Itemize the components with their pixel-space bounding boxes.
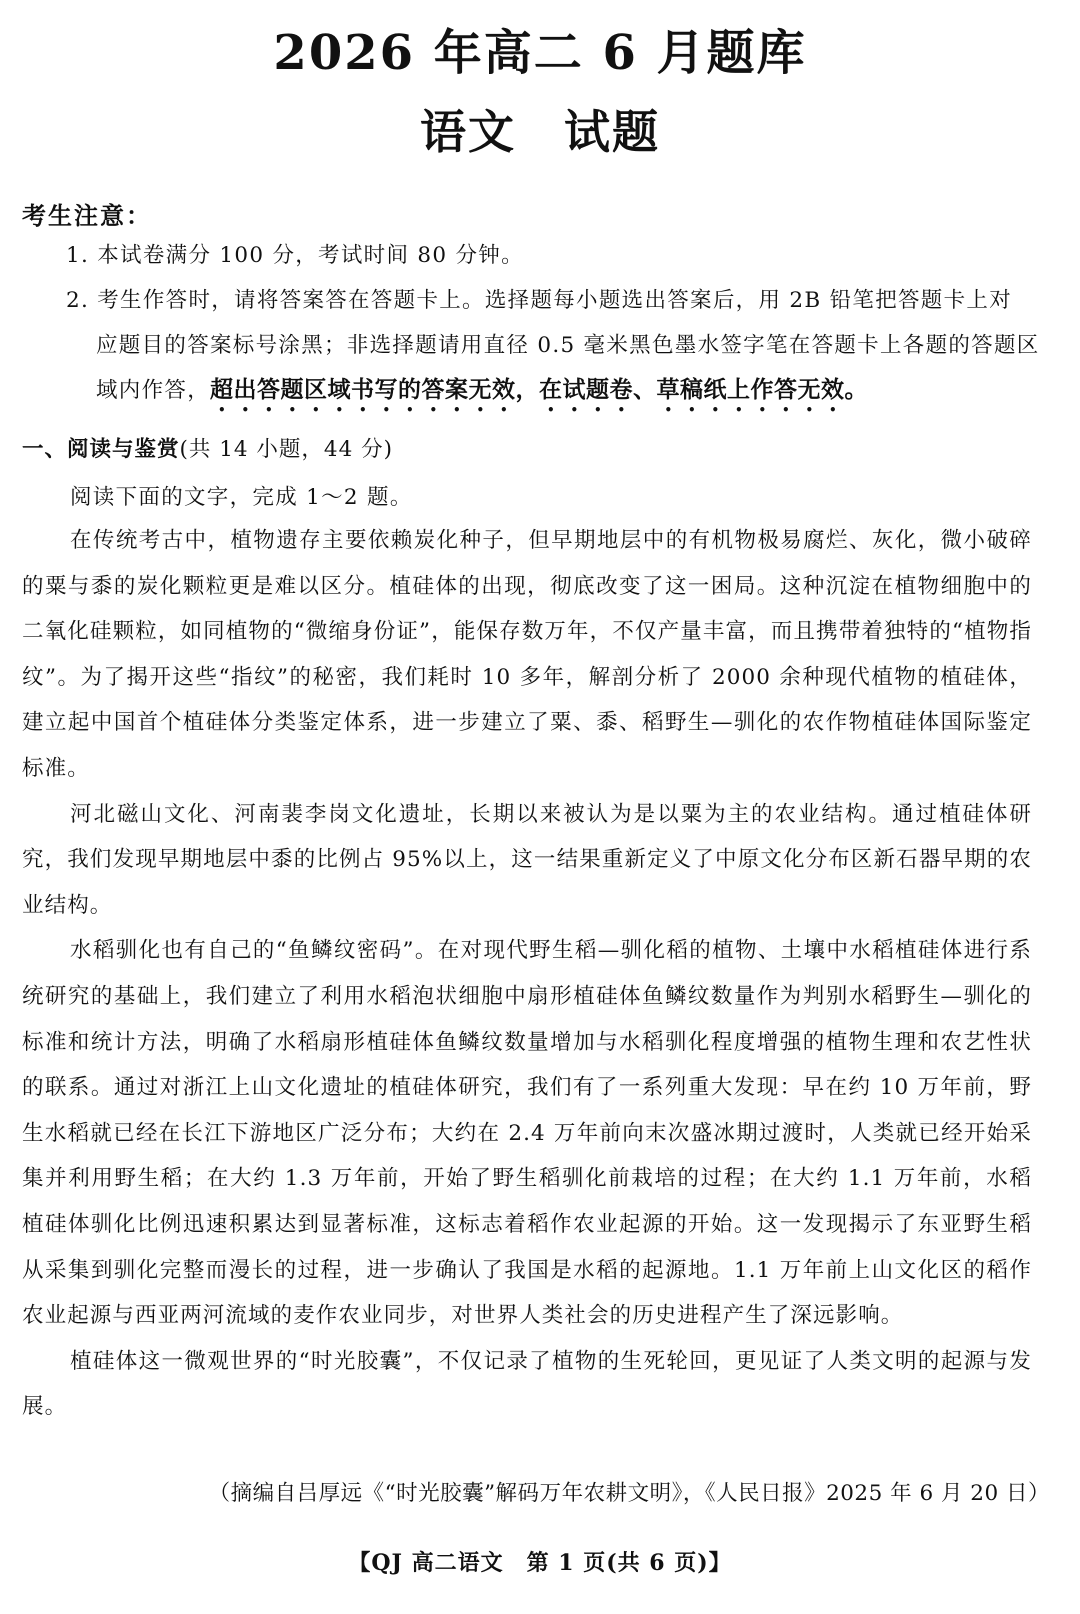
exam-title: 2026 年高二 6 月题库: [273, 25, 807, 81]
passage-paragraph-1: 在传统考古中，植物遗存主要依赖炭化种子，但早期地层中的有机物极易腐烂、灰化，微小破碎的粟与黍的炭化颗粒更是难以区分。植硅体的出现，彻底改变了这一困局。这种沉淀在植物细胞中的二氧化硅颗粒，如同植物的“微缩身份证”，能保存数万年，不仅产量丰富，而且携带着独特的“植物指纹”。为了揭开这些“指纹”的秘密，我们耗时 10 多年，解剖分析了 2000 余种现代植物的植硅体，建立起中国首个植硅体分类鉴定体系，进一步建立了粟、黍、稻野生—驯化的农作物植硅体国际鉴定标准。: [22, 528, 1032, 781]
reading-instruction: 阅读下面的文字，完成 1～2 题。: [70, 485, 413, 510]
notice-item-2: [66, 278, 1058, 417]
candidate-notice: [22, 196, 1058, 417]
notice-item-1: 1. 本试卷满分 100 分，考试时间 80 分钟。: [66, 243, 524, 268]
passage-paragraph-4: 植硅体这一微观世界的“时光胶囊”，不仅记录了植物的生死轮回，更见证了人类文明的起源与发展。: [22, 1348, 1032, 1420]
notice-emphasis: 超出答题区域书写的答案无效，在试题卷、草稿纸上作答无效。: [210, 377, 869, 403]
subject-title: 语文 试题: [420, 105, 660, 159]
notice-item-2-cont: 应题目的答案标号涂黑；非选择题请用直径 0.5 毫米黑色墨水签字笔在答题卡上各题的答题区域内作答，: [96, 333, 1040, 403]
passage-source: （摘编自吕厚远《“时光胶囊”解码万年农耕文明》，《人民日报》2025 年 6 月 20 日）: [208, 1481, 1050, 1506]
notice-item-2-lead: 2. 考生作答时，请将答案答在答题卡上。选择题每小题选出答案后，用 2B 铅笔把答题卡上对: [66, 288, 1012, 313]
section-detail: (共 14 小题，44 分): [179, 437, 394, 462]
page-footer: 【QJ 高二语文 第 1 页(共 6 页)】: [348, 1550, 732, 1576]
reading-passage: [22, 518, 1032, 1430]
section-heading: [22, 432, 393, 463]
notice-heading: 考生注意：: [22, 202, 152, 230]
section-title: 一、阅读与鉴赏: [22, 437, 180, 462]
passage-paragraph-3: 水稻驯化也有自己的“鱼鳞纹密码”。在对现代野生稻—驯化稻的植物、土壤中水稻植硅体进行系统研究的基础上，我们建立了利用水稻泡状细胞中扇形植硅体鱼鳞纹数量作为判别水稻野生—驯化的标准和统计方法，明确了水稻扇形植硅体鱼鳞纹数量增加与水稻驯化程度增强的植物生理和农艺性状的联系。通过对浙江上山文化遗址的植硅体研究，我们有了一系列重大发现：早在约 10 万年前，野生水稻就已经在长江下游地区广泛分布；大约在 2.4 万年前向末次盛冰期过渡时，人类就已经开始采集并利用野生稻；在大约 1.3 万年前，开始了野生稻驯化前栽培的过程；在大约 1.1 万年前，水稻植硅体驯化比例迅速积累达到显著标准，这标志着稻作农业起源的开始。这一发现揭示了东亚野生稻从采集到驯化完整而漫长的过程，进一步确认了我国是水稻的起源地。1.1 万年前上山文化区的稻作农业起源与西亚两河流域的麦作农业同步，对世界人类社会的历史进程产生了深远影响。: [22, 938, 1032, 1329]
passage-paragraph-2: 河北磁山文化、河南裴李岗文化遗址，长期以来被认为是以粟为主的农业结构。通过植硅体研究，我们发现早期地层中黍的比例占 95%以上，这一结果重新定义了中原文化分布区新石器早期的农业结构。: [22, 801, 1032, 918]
